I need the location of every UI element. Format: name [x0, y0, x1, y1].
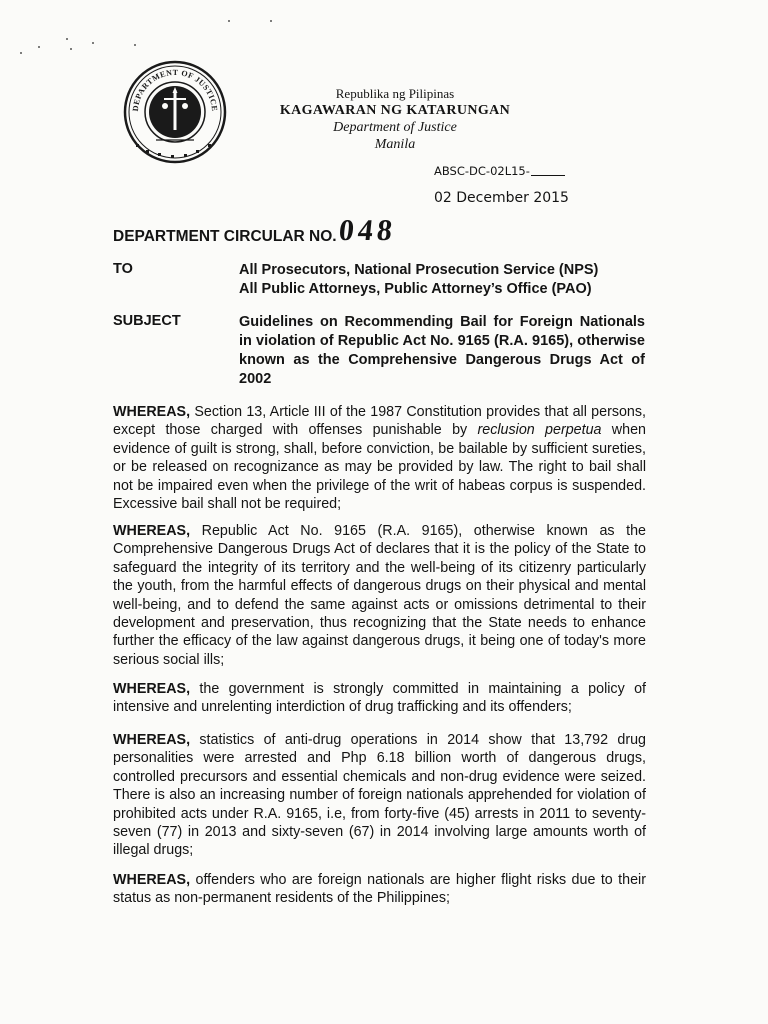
scan-speck	[70, 48, 72, 50]
letterhead-agency-english: Department of Justice	[333, 120, 457, 135]
scan-speck	[134, 44, 136, 46]
paragraph-text: offenders who are foreign nationals are higher flight risks due to their status as non-permanent residents of the Philippines;	[113, 872, 646, 907]
paragraph-text: the government is strongly committed in maintaining a policy of intensive and unrelenting interdiction of drug trafficking and its offenders;	[113, 681, 646, 716]
whereas-paragraph-3	[113, 680, 646, 717]
seal-text: DEPARTMENT OF JUSTICE	[130, 67, 220, 112]
paragraph-italic-term: reclusion perpetua	[477, 422, 602, 439]
whereas-lead: WHEREAS,	[113, 732, 191, 748]
document-date: 02 December 2015	[434, 190, 569, 206]
to-label: TO	[113, 261, 133, 277]
scan-speck	[38, 46, 40, 48]
reference-number	[434, 164, 565, 178]
scan-speck	[20, 52, 22, 54]
reference-number-text: ABSC-DC-02L15-	[434, 164, 530, 178]
whereas-paragraph-1	[113, 403, 646, 513]
paragraph-text: Section 13, Article III of the 1987 Constitution provides that all persons, except those charged with offenses punishable by	[113, 404, 646, 439]
to-recipient-2: All Public Attorneys, Public Attorney’s Office (PAO)	[239, 281, 592, 297]
circular-number: 048	[336, 214, 398, 247]
scan-speck	[228, 20, 230, 22]
to-recipients	[239, 261, 645, 299]
scan-speck	[92, 42, 94, 44]
whereas-paragraph-5	[113, 871, 646, 908]
subject-text: Guidelines on Recommending Bail for Foreign Nationals in violation of Republic Act No. 9165 (R.A. 9165), otherwise known as the Comprehensive Dangerous Drugs Act of 2002	[239, 314, 645, 387]
reference-blank-line	[531, 175, 565, 176]
circular-label: DEPARTMENT CIRCULAR NO.	[113, 228, 337, 245]
letterhead	[200, 86, 590, 153]
letterhead-city: Manila	[374, 137, 416, 152]
whereas-lead: WHEREAS,	[113, 404, 191, 420]
scan-speck	[66, 38, 68, 40]
whereas-lead: WHEREAS,	[113, 872, 191, 888]
scan-speck	[270, 20, 272, 22]
whereas-lead: WHEREAS,	[113, 681, 191, 697]
circular-heading	[113, 216, 396, 246]
letterhead-country: Republika ng Pilipinas	[335, 86, 455, 101]
whereas-lead: WHEREAS,	[113, 523, 191, 539]
whereas-paragraph-4	[113, 731, 646, 860]
paragraph-text: Republic Act No. 9165 (R.A. 9165), otherwise known as the Comprehensive Dangerous Drugs Act of declares that it is the policy of the State to safeguard the integrity of its territory and the well-being of its citizenry particularly the youth, from the harmful effects of dangerous drugs on their physical and mental well-being, and to defend the same against acts or omissions detrimental to their development and preservation, thus recognizing that the State needs to enhance further the efficacy of the law against dangerous drugs, it being one of today's more serious social ills;	[113, 523, 646, 668]
paragraph-text: statistics of anti-drug operations in 2014 show that 13,792 drug personalities were arrested and Php 6.18 billion worth of dangerous drugs, controlled precursors and essential chemicals and non-drug evidence were seized. There is also an increasing number of foreign nationals apprehended for violation of prohibited acts under R.A. 9165, i.e, from forty-five (45) arrests in 2011 to seventy-seven (77) in 2013 and sixty-seven (67) in 2014 involving large amounts worth of illegal drugs;	[113, 732, 646, 859]
paragraph-text: when evidence of guilt is strong, shall, before conviction, be bailable by sufficient sureties, or be released on recognizance as may be provided by law. The right to bail shall not be impaired even when the privilege of the writ of habeas corpus is suspended. Excessive bail shall not be required;	[113, 422, 646, 513]
subject-label: SUBJECT	[113, 313, 181, 329]
whereas-paragraph-2	[113, 522, 646, 669]
letterhead-agency: KAGAWARAN NG KATARUNGAN	[279, 103, 511, 118]
to-recipient-1: All Prosecutors, National Prosecution Service (NPS)	[239, 262, 599, 278]
